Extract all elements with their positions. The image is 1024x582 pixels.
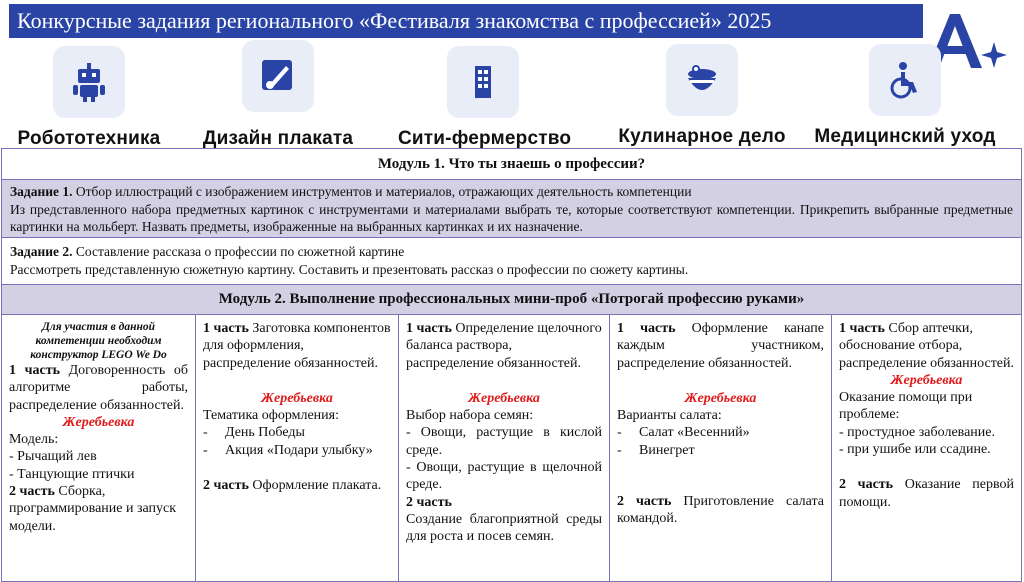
- cooking-bowl-icon: [666, 44, 738, 116]
- page-title: Конкурсные задания регионального «Фестиваля знакомства с профессией» 2025: [9, 4, 923, 38]
- profession-label: Дизайн плаката: [202, 128, 354, 149]
- list-item: - День Победы: [203, 425, 305, 441]
- column-poster-design: [196, 315, 399, 582]
- part-text: Оформление канапе каждым участником, распределение обязанностей.: [617, 321, 825, 371]
- column-city-farming: [399, 315, 610, 582]
- part-text: Приготовление салата командой.: [617, 494, 825, 527]
- module-1-task-1: [2, 180, 1021, 238]
- draw-label: Жеребьевка: [62, 414, 135, 430]
- part-text: Сборка, программирование и запуск модели.: [9, 484, 177, 534]
- part-label: 2 часть: [9, 484, 55, 500]
- profession-label: Медицинский уход: [814, 126, 996, 147]
- part-label: 1 часть: [9, 363, 60, 378]
- module-1-task-2: [2, 238, 1021, 285]
- task-text: Рассмотреть представленную сюжетную картину. Составить и презентовать рассказ о профессии по сюжету картины.: [10, 261, 689, 277]
- column-cooking: [610, 315, 832, 582]
- module-2-title: Модуль 2. Выполнение профессиональных мини-проб «Потрогай профессию руками»: [2, 285, 1021, 315]
- column-medical-care: [832, 315, 1021, 582]
- theme-label: Тематика оформления:: [203, 408, 339, 424]
- part-label: 2 часть: [203, 478, 249, 494]
- profession-medical-care: [808, 44, 1002, 148]
- part-text: Сбор аптечки, обоснование отбора, распределение обязанностей.: [839, 321, 1015, 371]
- profession-label: Робототехника: [17, 128, 161, 149]
- part-text: Определение щелочного баланса раствора, распределение обязанностей.: [406, 321, 602, 371]
- list-item: - Овощи, растущие в щелочной среде.: [406, 460, 602, 493]
- list-item: - простудное заболевание.: [839, 424, 995, 440]
- part-text: Договоренность об алгоритме работы, распределение обязанностей.: [9, 363, 188, 413]
- module-2-columns: [2, 315, 1021, 582]
- part-text: Оформление плаката.: [248, 478, 382, 494]
- list-item: - Овощи, растущие в кислой среде.: [406, 425, 602, 458]
- profession-label: Сити-фермерство: [398, 128, 572, 149]
- draw-label: Жеребьевка: [468, 390, 540, 406]
- draw-label: Жеребьевка: [684, 390, 757, 406]
- tasks-table: [1, 148, 1022, 582]
- task-label: Задание 1.: [10, 184, 73, 199]
- paint-brush-icon: [242, 40, 314, 112]
- profession-poster-design: [196, 40, 360, 150]
- model-label: Модель:: [9, 432, 59, 448]
- part-text: Создание благоприятной среды для роста и посев семян.: [406, 511, 602, 545]
- list-item: - Винегрет: [617, 442, 695, 458]
- part-label: 2 часть: [839, 477, 894, 493]
- lego-note: Для участия в данной компетенции необходим конструктор LEGO We Do: [30, 321, 167, 361]
- column-robotics: [2, 315, 196, 582]
- robot-icon: [53, 46, 125, 118]
- draw-label: Жеребьевка: [261, 390, 333, 406]
- choice-label: Выбор набора семян:: [406, 408, 534, 424]
- profession-cooking: [614, 44, 790, 148]
- list-item: - Салат «Весенний»: [617, 425, 750, 441]
- task-heading: Отбор иллюстраций с изображением инструментов и материалов, отражающих деятельность компетенции: [72, 184, 692, 199]
- part-text: Заготовка компонентов для оформления, распределение обязанностей.: [203, 321, 391, 371]
- list-item: - Акция «Подари улыбку»: [203, 442, 373, 458]
- task-label: Задание 2.: [10, 244, 73, 259]
- wheelchair-care-icon: [869, 44, 941, 116]
- part-label: 1 часть: [203, 321, 249, 336]
- list-item: - Рычащий лев: [9, 449, 97, 465]
- list-item: - при ушибе или ссадине.: [839, 442, 991, 458]
- part-text: Оказание первой помощи.: [839, 477, 1015, 510]
- list-item: - Танцующие птички: [9, 466, 135, 482]
- draw-label: Жеребьевка: [890, 372, 963, 388]
- part-label: 2 часть: [617, 494, 672, 510]
- city-building-icon: [447, 46, 519, 118]
- part-label: 1 часть: [617, 321, 676, 336]
- profession-city-farming: [398, 46, 572, 150]
- task-heading: Составление рассказа о профессии по сюжетной картине: [72, 244, 405, 259]
- part-label: 2 часть: [406, 494, 452, 510]
- help-label: Оказание помощи при проблеме:: [839, 390, 973, 423]
- module-1-title: Модуль 1. Что ты знаешь о профессии?: [2, 149, 1021, 180]
- part-label: 1 часть: [839, 321, 885, 336]
- profession-robotics: [14, 46, 164, 150]
- profession-label: Кулинарное дело: [618, 126, 786, 147]
- part-label: 1 часть: [406, 321, 452, 336]
- task-text: Из представленного набора предметных картинок с инструментами и материалами выбрать те, которые соответствуют компетенции. Прикрепить выбранные предметные картинки на мольберт. Назвать предметы, изображенные на выбранных картинках и их назначение.: [10, 201, 1013, 234]
- variants-label: Варианты салата:: [617, 408, 722, 424]
